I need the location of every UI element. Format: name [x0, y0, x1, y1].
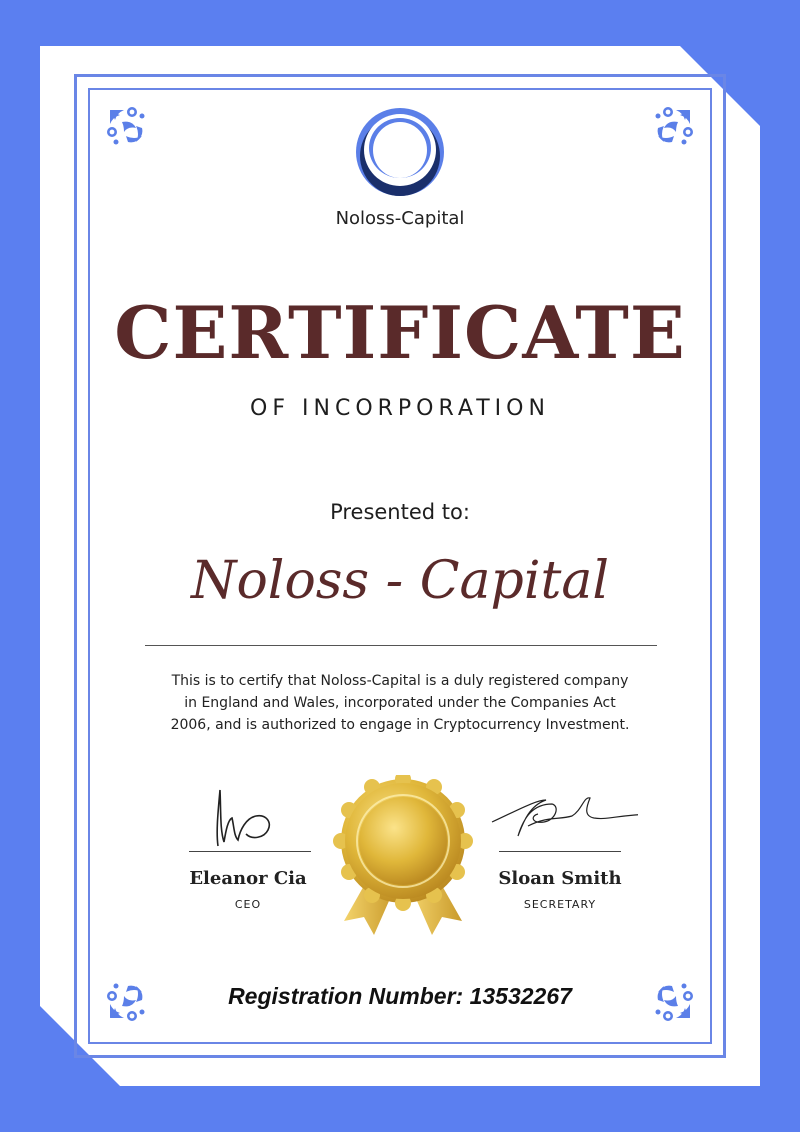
signatory-name: Sloan Smith	[498, 868, 622, 889]
certification-text: This is to certify that Noloss-Capital is a duly registered company in England and Wales, incorporated under the Companies Act 2006, and is authorized to engage in Cryptocurrency Investment.	[170, 673, 630, 733]
presented-label: Presented to:	[330, 500, 470, 524]
recipient-underline	[145, 645, 657, 646]
flourish-corner-icon	[648, 976, 698, 1026]
signature-icon	[488, 786, 638, 854]
signature-line	[189, 851, 311, 852]
logo-ring-icon	[352, 104, 448, 200]
signature-icon	[190, 782, 340, 850]
flourish-corner-icon	[102, 976, 152, 1026]
registration-number: Registration Number: 13532267	[228, 983, 572, 1009]
certificate-subtitle: OF INCORPORATION	[250, 396, 550, 421]
signatory-role: CEO	[234, 898, 262, 911]
gold-seal-icon	[330, 775, 476, 935]
company-logo-text: Noloss-Capital	[335, 208, 465, 229]
flourish-corner-icon	[648, 102, 698, 152]
flourish-corner-icon	[102, 102, 152, 152]
recipient-name: Noloss - Capital	[191, 551, 609, 611]
certificate-title: CERTIFICATE	[114, 290, 686, 375]
signature-line	[499, 851, 621, 852]
signatory-role: SECRETARY	[523, 898, 597, 911]
signatory-name: Eleanor Cia	[189, 868, 307, 889]
